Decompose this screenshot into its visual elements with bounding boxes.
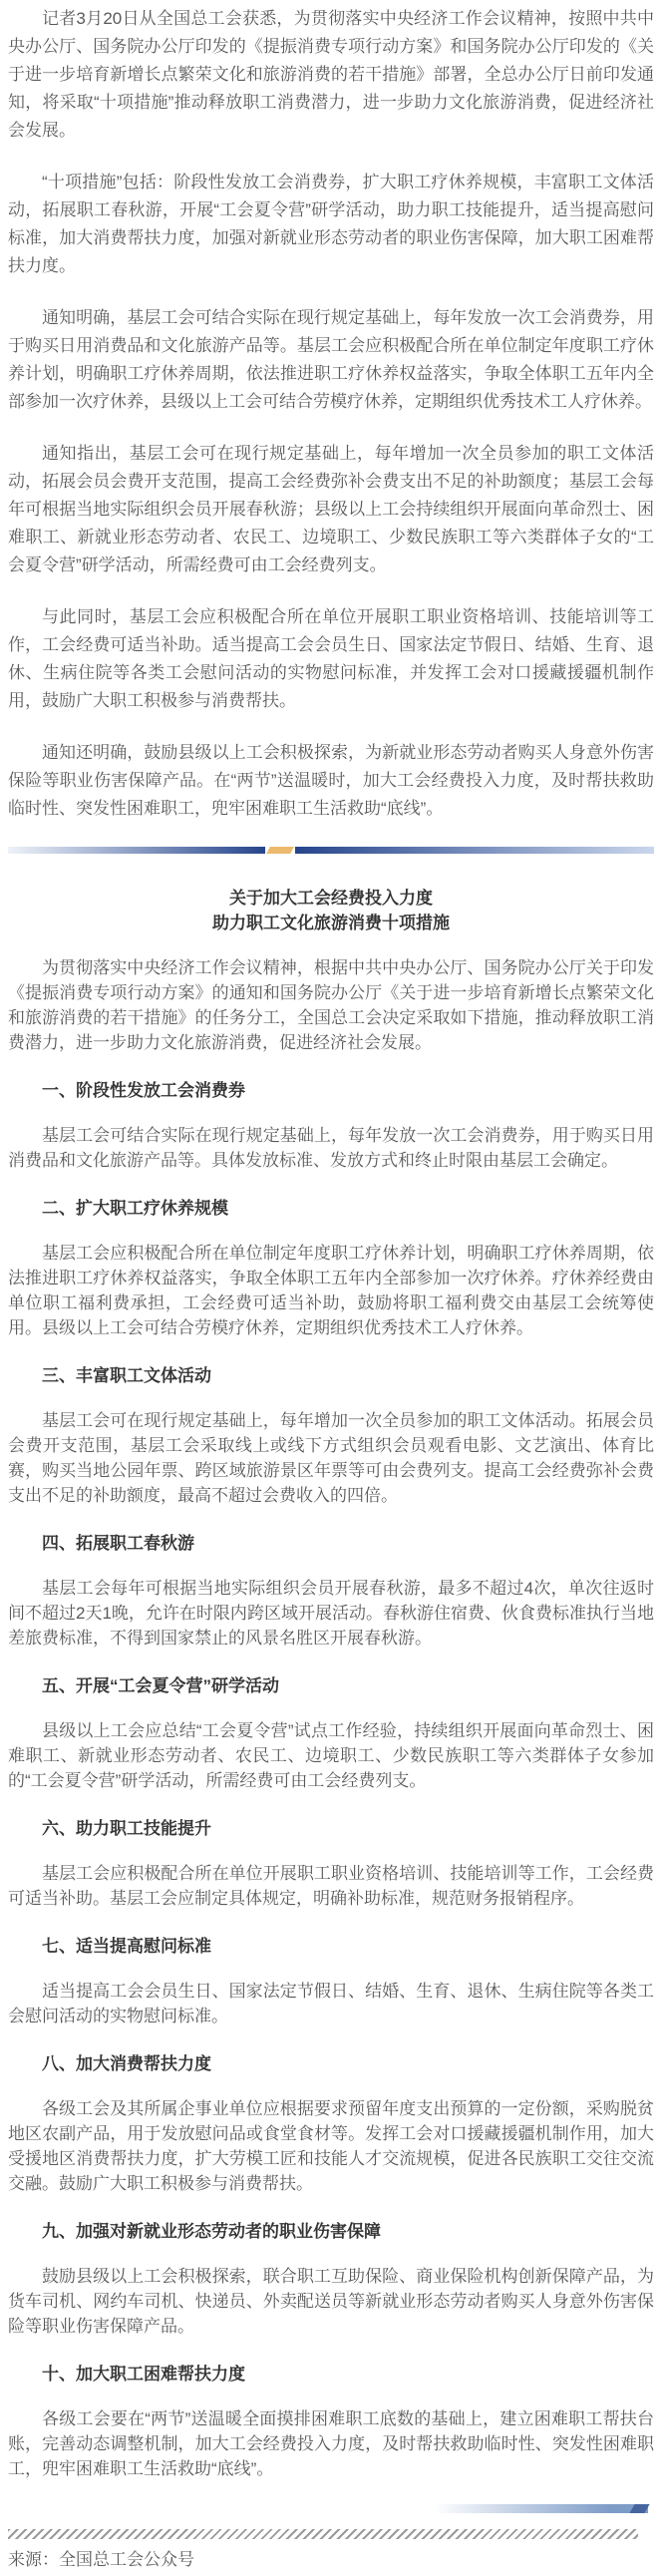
hatched-rule <box>8 2529 638 2539</box>
section-body: 县级以上工会应总结“工会夏令营”试点工作经验，持续组织开展面向革命烈士、困难职工、新就业形态劳动者、农民工、边境职工、少数民族职工等六类群体子女参加的“工会夏令营”研学活动，所需经费可由工会经费列支。 <box>8 1721 654 1790</box>
section-body: 基层工会每年可根据当地实际组织会员开展春秋游，最多不超过4次，单次往返时间不超过2天1晚，允许在时限内跨区域开展活动。春秋游住宿费、伙食费标准执行当地差旅费标准，不得到国家禁止的风景名胜区开展春秋游。 <box>8 1579 654 1648</box>
section-divider <box>8 847 654 854</box>
notice-title-line2: 助力职工文化旅游消费十项措施 <box>212 914 450 932</box>
section-body: 基层工会应积极配合所在单位开展职工职业资格培训、技能培训等工作，工会经费可适当补助。基层工会应制定具体规定，明确补助标准，规范财务报销程序。 <box>8 1864 654 1908</box>
section-heading: 八、加大消费帮扶力度 <box>42 2054 211 2073</box>
report-paragraph: “十项措施”包括：阶段性发放工会消费券，扩大职工疗休养规模，丰富职工文体活动，拓展职工春秋游，开展“工会夏令营”研学活动，助力职工技能提升，适当提高慰问标准，加大消费帮扶力度，加强对新就业形态劳动者的职业伤害保障，加大职工困难帮扶力度。 <box>8 173 654 275</box>
section-heading: 九、加强对新就业形态劳动者的职业伤害保障 <box>42 2222 381 2241</box>
notice-title-line1: 关于加大工会经费投入力度 <box>229 889 433 908</box>
section-heading: 一、阶段性发放工会消费券 <box>42 1081 245 1100</box>
notice-intro-paragraph: 为贯彻落实中央经济工作会议精神，根据中共中央办公厅、国务院办公厅关于印发《提振消费专项行动方案》的通知和国务院办公厅《关于进一步培育新增长点繁荣文化和旅游消费的若干措施》的任务分工，全国总工会决定采取如下措施，推动释放职工消费潜力，进一步助力文化旅游消费，促进经济社会发展。 <box>8 958 654 1052</box>
report-paragraph: 通知还明确，鼓励县级以上工会积极探索，为新就业形态劳动者购买人身意外伤害保险等职业伤害保障产品。在“两节”送温暖时，加大工会经费投入力度，及时帮扶救助临时性、突发性困难职工，兜牢困难职工生活救助“底线”。 <box>8 743 654 818</box>
section-heading: 五、开展“工会夏令营”研学活动 <box>42 1676 279 1695</box>
section-body: 基层工会可在现行规定基础上，每年增加一次全员参加的职工文体活动。拓展会员会费开支范围，基层工会采取线上或线下方式组织会员观看电影、文艺演出、体育比赛，购买当地公园年票、跨区域旅游景区年票等可由会费列支。提高工会经费弥补会费支出不足的补助额度，最高不超过会费收入的四倍。 <box>8 1411 654 1505</box>
section-heading: 二、扩大职工疗休养规模 <box>42 1199 228 1218</box>
end-bar-cap-icon <box>629 2504 649 2513</box>
section-body: 鼓励县级以上工会积极探索，联合职工互助保险、商业保险机构创新保障产品，为货车司机、网约车司机、快递员、外卖配送员等新就业形态劳动者购买人身意外伤害保险等职业伤害保障产品。 <box>8 2267 654 2336</box>
report-paragraph: 记者3月20日从全国总工会获悉，为贯彻落实中央经济工作会议精神，按照中共中央办公厅、国务院办公厅印发的《提振消费专项行动方案》和国务院办公厅印发的《关于进一步培育新增长点繁荣文化和旅游消费的若干措施》部署，全总办公厅日前印发通知，将采取“十项措施”推动释放职工消费潜力，进一步助力文化旅游消费，促进经济社会发展。 <box>8 9 654 140</box>
section-body: 适当提高工会会员生日、国家法定节假日、结婚、生育、退休、生病住院等各类工会慰问活动的实物慰问标准。 <box>8 1982 654 2025</box>
section-heading: 十、加大职工困难帮扶力度 <box>42 2365 245 2384</box>
section-body: 各级工会要在“两节”送温暖全面摸排困难职工底数的基础上，建立困难职工帮扶台账，完善动态调整机制，加大工会经费投入力度，及时帮扶救助临时性、突发性困难职工，兜牢困难职工生活救助“底线”。 <box>8 2409 654 2478</box>
section-heading: 四、拓展职工春秋游 <box>42 1534 194 1553</box>
end-gradient-bar <box>434 2504 648 2513</box>
divider-gold-accent-icon <box>266 847 294 854</box>
notice-title <box>8 886 654 935</box>
divider-gradient-left <box>8 847 265 854</box>
section-body: 各级工会及其所属企事业单位应根据要求预留年度支出预算的一定份额，采购脱贫地区农副产品，用于发放慰问品或食堂食材等。发挥工会对口援藏援疆机制作用，加大受援地区消费帮扶力度，扩大劳模工匠和技能人才交流规模，促进各民族职工交往交流交融。鼓励广大职工积极参与消费帮扶。 <box>8 2099 654 2193</box>
report-paragraph: 通知指出，基层工会可在现行规定基础上，每年增加一次全员参加的职工文体活动，拓展会员会费开支范围，提高工会经费弥补会费支出不足的补助额度；基层工会每年可根据当地实际组织会员开展春秋游；县级以上工会持续组织开展面向革命烈士、困难职工、新就业形态劳动者、农民工、边境职工、少数民族职工等六类群体子女的“工会夏令营”研学活动，所需经费可由工会经费列支。 <box>8 444 654 574</box>
section-body: 基层工会应积极配合所在单位制定年度职工疗休养计划，明确职工疗休养周期，依法推进职工疗休养权益落实，争取全体职工五年内全部参加一次疗休养。疗休养经费由单位职工福利费承担，工会经费可适当补助，鼓励将职工福利费交由基层工会统筹使用。县级以上工会可结合劳模疗休养，定期组织优秀技术工人疗休养。 <box>8 1244 654 1337</box>
section-heading: 七、适当提高慰问标准 <box>42 1937 211 1956</box>
source-attribution: 来源：全国总工会公众号 <box>8 2550 194 2569</box>
section-heading: 三、丰富职工文体活动 <box>42 1366 211 1385</box>
report-paragraph: 通知明确，基层工会可结合实际在现行规定基础上，每年发放一次工会消费券，用于购买日用消费品和文化旅游产品等。基层工会应积极配合所在单位制定年度职工疗休养计划，明确职工疗休养周期，依法推进职工疗休养权益落实，争取全体职工五年内全部参加一次疗休养，县级以上工会可结合劳模疗休养，定期组织优秀技术工人疗休养。 <box>8 308 654 411</box>
report-paragraph: 与此同时，基层工会应积极配合所在单位开展职工职业资格培训、技能培训等工作，工会经费可适当补助。适当提高工会会员生日、国家法定节假日、结婚、生育、退休、生病住院等各类工会慰问活动的实物慰问标准，并发挥工会对口援藏援疆机制作用，鼓励广大职工积极参与消费帮扶。 <box>8 607 654 710</box>
divider-gradient-right <box>295 847 654 854</box>
section-body: 基层工会可结合实际在现行规定基础上，每年发放一次工会消费券，用于购买日用消费品和文化旅游产品等。具体发放标准、发放方式和终止时限由基层工会确定。 <box>8 1126 654 1170</box>
section-heading: 六、助力职工技能提升 <box>42 1819 211 1838</box>
